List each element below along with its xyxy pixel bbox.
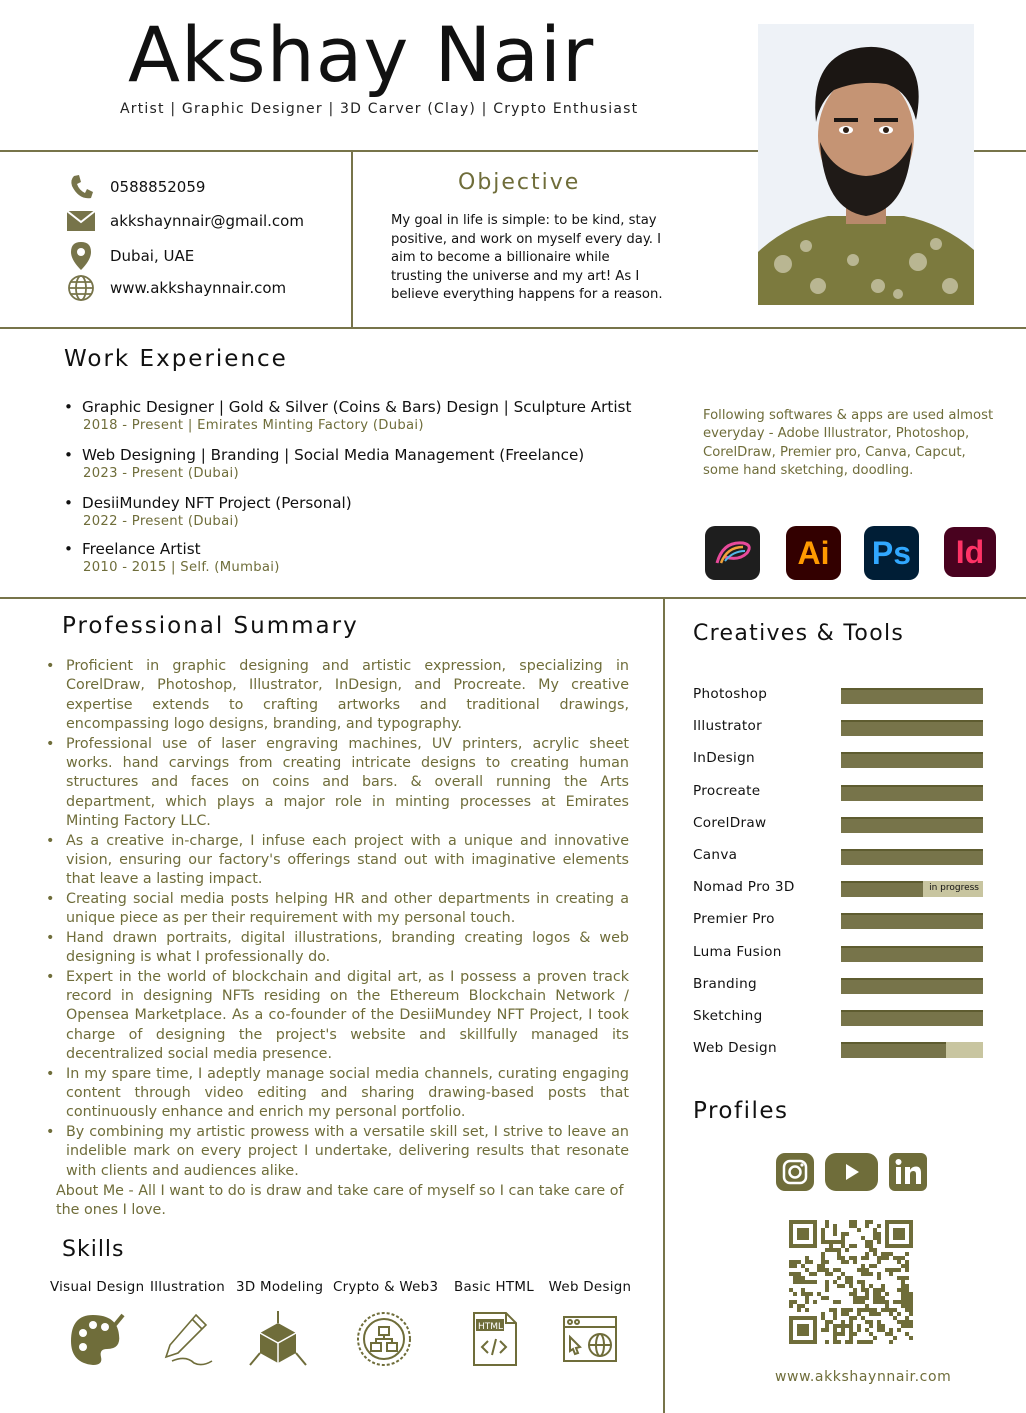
tool-row: [693, 976, 985, 996]
summary-item: • Expert in the world of blockchain and digital art, as I possess a proven track record in designing NFTs residing on the Ethereum Blockchain Network / Opensea Marketplace. As a co-founder of the DesiiMundey NFT Project, I took charge of designing the project's website and skillfully managed its decentralized social media presence.: [44, 968, 629, 1065]
globe-icon: [66, 273, 96, 303]
tool-name: Photoshop: [693, 686, 768, 702]
palette-icon: [65, 1309, 125, 1369]
divider: [663, 598, 665, 1413]
tool-level-fill: [841, 913, 983, 929]
job-entry: [64, 446, 584, 481]
objective-text: My goal in life is simple: to be kind, stay positive, and work on myself every day. I aim to become a billionaire while trusting the universe and my art! As I believe everything happens for a reason.: [391, 213, 663, 303]
tool-level-bar: [841, 688, 983, 704]
summary-item: • Hand drawn portraits, digital illustrations, branding creating logos & web designing is what I professionally do.: [44, 929, 629, 968]
tool-level-bar: [841, 881, 983, 897]
location-text: Dubai, UAE: [110, 247, 195, 265]
contact-email: [66, 206, 304, 236]
cube-icon: [248, 1309, 308, 1369]
tool-note: in progress: [929, 883, 979, 894]
skill-label: Crypto & Web3: [333, 1280, 439, 1295]
job-entry: [64, 494, 352, 529]
skill-basic-html: [452, 1280, 536, 1369]
mail-icon: [66, 206, 96, 236]
creatives-tools-heading: Creatives & Tools: [693, 621, 905, 646]
job-entry: [64, 398, 631, 433]
tool-row: [693, 944, 985, 964]
job-detail: 2010 - 2015 | Self. (Mumbai): [83, 560, 280, 575]
skill-label: Illustration: [150, 1280, 226, 1295]
about-me-text: About Me - All I want to do is draw and take care of myself so I can take care of the ones I love.: [56, 1183, 624, 1219]
blockchain-icon: [354, 1309, 414, 1369]
skill-label: 3D Modeling: [236, 1280, 324, 1295]
youtube-icon[interactable]: [825, 1153, 878, 1191]
software-note: Following softwares & apps are used almost everyday - Adobe Illustrator, Photoshop, CorelDraw, Premier pro, Canva, Capcut, some hand sketching, doodling.: [703, 408, 994, 479]
tool-level-fill: [841, 849, 983, 865]
tool-name: Canva: [693, 847, 738, 863]
svg-text:HTML: HTML: [478, 1322, 504, 1332]
skills-heading: Skills: [62, 1237, 125, 1262]
email-address[interactable]: akkshaynnair@gmail.com: [110, 212, 304, 230]
skill-label: Visual Design: [50, 1280, 145, 1295]
tool-name: Nomad Pro 3D: [693, 879, 795, 896]
phone-icon: [66, 172, 96, 202]
instagram-icon[interactable]: [776, 1153, 814, 1191]
skill-crypto-web3: [333, 1280, 439, 1369]
tool-name: Branding: [693, 975, 757, 992]
contact-phone: [66, 172, 205, 202]
job-detail: 2023 - Present (Dubai): [83, 466, 239, 481]
website-link[interactable]: www.akkshaynnair.com: [110, 279, 287, 297]
profile-photo: [758, 24, 974, 305]
indesign-icon: Id: [944, 527, 996, 577]
professional-summary-heading: Professional Summary: [62, 613, 359, 639]
procreate-icon: [705, 526, 760, 580]
tool-level-bar: [841, 817, 983, 833]
job-detail: 2022 - Present (Dubai): [83, 514, 239, 529]
work-experience-heading: Work Experience: [64, 346, 288, 372]
tool-level-bar: [841, 978, 983, 994]
tool-level-bar: [841, 720, 983, 736]
skill-label: Web Design: [548, 1280, 632, 1295]
tool-level-fill: [841, 1010, 983, 1026]
tool-row: [693, 783, 985, 803]
footer-website[interactable]: www.akkshaynnair.com: [775, 1369, 952, 1385]
tool-level-fill: [841, 785, 983, 801]
tool-level-fill: [841, 978, 983, 994]
tool-level-bar: [841, 785, 983, 801]
tool-level-bar: [841, 1042, 983, 1058]
tool-row: [693, 686, 985, 706]
tool-level-bar: [841, 913, 983, 929]
summary-item: • Professional use of laser engraving machines, UV printers, acrylic sheet works. hand carvings from creating intricate designs to creating human structures and faces on coins and bars. & overall running the Arts department, which plays a major role in minting processes at Emirates Minting Factory LLC.: [44, 735, 629, 832]
summary-item: • By combining my artistic prowess with a versatile skill set, I strive to leave an indelible mark on every project I undertake, delivering results that resonate with clients and audiences alike.: [44, 1123, 629, 1181]
summary-item: • Creating social media posts helping HR and other departments in creating a unique piece as per their requirement with my personal touch.: [44, 890, 629, 929]
tool-level-fill: [841, 817, 983, 833]
job-title: • Freelance Artist: [64, 540, 280, 558]
skill-3d-modeling: [236, 1280, 324, 1369]
summary-item: • As a creative in-charge, I infuse each project with a unique and innovative vision, ensuring our factory's offerings stand out with imaginative elements that leave a lasting impact.: [44, 832, 629, 890]
divider: [0, 597, 1026, 599]
tool-name: Web Design: [693, 1040, 777, 1057]
skill-visual-design: [50, 1280, 145, 1369]
tool-level-fill: [841, 688, 983, 704]
candidate-name: Akshay Nair: [128, 10, 595, 99]
tool-name: CorelDraw: [693, 814, 767, 831]
skill-web-design: [548, 1280, 632, 1369]
html-file-icon: [464, 1309, 524, 1369]
browser-icon: [560, 1309, 620, 1369]
summary-item: • In my spare time, I adeptly manage social media channels, curating engaging content through video editing and sharing drawing-based posts that continuously enhance and enrich my personal portfolio.: [44, 1065, 629, 1123]
tool-level-fill: [841, 720, 983, 736]
linkedin-icon[interactable]: [889, 1153, 927, 1191]
tool-level-bar: [841, 946, 983, 962]
tool-row: [693, 718, 985, 738]
tool-level-fill: [841, 752, 983, 768]
qr-code: [789, 1220, 913, 1344]
tool-row: [693, 1040, 985, 1060]
photoshop-icon: Ps: [864, 526, 919, 580]
tool-level-bar: [841, 752, 983, 768]
profiles-heading: Profiles: [693, 1098, 789, 1124]
contact-location: [66, 241, 194, 271]
phone-number[interactable]: 0588852059: [110, 178, 206, 196]
tool-level-fill: [841, 881, 923, 897]
divider: [974, 150, 1026, 152]
tool-row: [693, 847, 985, 867]
tool-name: Procreate: [693, 782, 761, 799]
tool-name: Premier Pro: [693, 911, 775, 928]
tool-row: [693, 1008, 985, 1028]
objective-heading: Objective: [458, 170, 581, 195]
job-entry: [64, 540, 280, 575]
contact-website: [66, 273, 286, 303]
divider: [351, 151, 353, 328]
tagline: Artist | Graphic Designer | 3D Carver (Clay) | Crypto Enthusiast: [120, 101, 639, 117]
tool-level-bar: [841, 849, 983, 865]
skill-label: Basic HTML: [454, 1280, 534, 1295]
summary-item: • Proficient in graphic designing and artistic expression, specializing in CorelDraw, Photoshop, Illustrator, InDesign, and Procreate. My creative expertise extends to crafting artworks and traditional drawings, encompassing logo designs, branding, and typography.: [44, 657, 629, 735]
job-title: • Web Designing | Branding | Social Media Management (Freelance): [64, 446, 584, 464]
tool-row: [693, 879, 985, 899]
tool-level-bar: [841, 1010, 983, 1026]
tool-name: Sketching: [693, 1008, 763, 1024]
divider: [0, 327, 1026, 329]
illustrator-icon: Ai: [786, 526, 841, 580]
pencil-icon: [158, 1309, 218, 1369]
tool-level-fill: [841, 1042, 946, 1058]
tool-row: [693, 750, 985, 770]
tool-name: InDesign: [693, 750, 755, 767]
job-detail: 2018 - Present | Emirates Minting Factory (Dubai): [83, 418, 424, 433]
divider: [0, 150, 758, 152]
location-pin-icon: [66, 241, 96, 271]
tool-row: [693, 815, 985, 835]
summary-list: [44, 657, 629, 1181]
tool-level-fill: [841, 946, 983, 962]
tool-name: Luma Fusion: [693, 943, 782, 960]
tool-row: [693, 911, 985, 931]
job-title: • Graphic Designer | Gold & Silver (Coins & Bars) Design | Sculpture Artist: [64, 398, 631, 416]
job-title: • DesiiMundey NFT Project (Personal): [64, 494, 352, 512]
tool-name: Illustrator: [693, 718, 763, 735]
skill-illustration: [150, 1280, 225, 1369]
